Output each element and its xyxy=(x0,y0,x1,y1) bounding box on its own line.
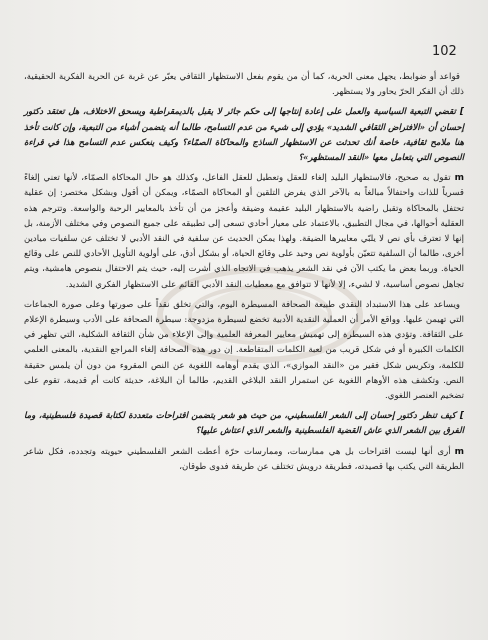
article-text xyxy=(24,70,464,480)
paragraph-4 xyxy=(24,298,464,404)
paragraph-1 xyxy=(24,70,464,100)
interview-question-1 xyxy=(24,105,464,166)
paragraph-text: ويساعد على هذا الاستبداد النقدي طبيعة الصحافة المسيطرة اليوم، والتي تخلق نقداً على صورتها وعلى صورة الجماعات التي تهيمن عليها. وواقع الأمر أن العملية النقدية الأدبية تخضع لسيطرة مزدوجة: سيطرة الصحافة على الأدب وسيطرة الإعلام على الثقافة. وتؤدي هذه السيطرة إلى تهميش معايير المعرفة العلمية وإلى الإعلاء من شأن الثقافة الشكلية، التي تظهر في الكلمات الكبيرة أو في شكل قريب من لعبة الكلمات المتقاطعة. إن دور هذه الصحافة إلغاء المراجع النقدية، بالمعنى العلمي للكلمة، وتكريس شكل فقير من «النقد الموازي»، الذي يقدم أوهامه اللغوية عن النص المقروء من دون أن يلمس حقيقة النص. وتكشف هذه الأوهام اللغوية عن استمرار النقد البلاغي القديم، طالما أن البلاغة، حديثة كانت أم قديمة، تقوم على تضخيم العنصر اللغوي. xyxy=(24,299,464,402)
interview-answer-1 xyxy=(24,171,464,293)
paragraph-text: قواعد أو ضوابط، يجهل معنى الحرية، كما أن من يقوم بفعل الاستظهار الثقافي يعبّر عن غربة عن الحرية الفكرية الحقيقية، ذلك أن الفكر الحرّ يحاور ولا يستظهر. xyxy=(24,72,464,98)
answer-marker: m xyxy=(454,173,464,184)
answer-marker: m xyxy=(454,446,464,457)
question-text: كيف تنظر دكتور إحسان إلى الشعر الفلسطيني، من حيث هو شعر يتضمن اقتراحات متعددة لكتابة قصيدة فلسطينية، وما الفرق بين الشعر الذي عاش القضية الفلسطينية والشعر الذي اعتاش عليها؟ xyxy=(24,411,464,437)
question-text: تقضي التبعية السياسية والعمل على إعادة إنتاجها إلى حكم جائر لا يقبل بالديمقراطية ويسحق الاختلاف، هل تعتقد دكتور إحسان أن «الافتراض الثقافي الشديد» يؤدي إلى شيء من عدم التسامح، طالما أنه يتضمن أشياء من التبعية، وإن كانت تأخذ هنا ملامح ثقافية، خاصة أنك تحدثت عن الاستظهار الساذج والمحاكاة الصمّاء؟ وكيف ينعكس عدم التسامح هذا في قراءة النصوص التي يتعامل معها «النقد المستظهر»؟ xyxy=(24,107,464,164)
interview-question-2 xyxy=(24,409,464,439)
interview-answer-2 xyxy=(24,445,464,475)
question-marker: ] xyxy=(459,411,464,422)
answer-text: تقول به صحيح، فالاستظهار البليد إلغاء للعقل وتعطيل للعقل الفاعل، وكذلك هو حال المحاكاة الصمّاء، لأنها تعني إلغاءً قسرياً للذات واحتفالاً مبالغاً به بالآخر الذي يفرض التلقين أو المحاكاة الصمّاء، ويمكن أن أقول وبشكل مختصر: إن عقلية تحتفل بالمحاكاة وتقبل راضية بالاستظهار البليد عقيمة وضيقة وأعجز من أن تأخذ بالمعايير الرحبة والواسعة. وتترجم هذه العقلية أحوالها، في مجال التطبيق، بالاعتماد على معيار أحادي تسعى إلى تطبيقه على جميع النصوص وفي مختلف الأزمنة، بل إنها لا تعترف بأي نص لا يلبّي معاييرها الضيقة. ولهذا يمكن الحديث عن سلفية في النقد الأدبي لا تختلف عن سلفيات ميادين أخرى، طالما أن السلفية تتعيّن بأولوية نص وحيد على وقائع الحياة، أو بشكل أدق، على أولوية التأويل الأحادي للنص على وقائع الحياة. وربما بعض ما يكتب الآن في نقد الشعر يذهب في الاتجاه الذي أشرت إليه، حيث يتم الاحتفال بنصوص هامشية، ويتم تجاهل نصوص أساسية، لا لشيء، إلا لأنها لا تتوافق مع معطيات النقد الأدبي القائم على الاستظهار الفكري الشديد. xyxy=(24,173,464,290)
page-number: 102 xyxy=(432,44,457,59)
answer-text: أرى أنها ليست اقتراحات بل هي ممارسات، وممارسات حرّة أعطت الشعر الفلسطيني حيويته وتجدده، فكل شاعر الطريقة التي يكتب بها قصيدته، فطريقة درويش تختلف عن طريقة فدوى طوقان، xyxy=(24,446,464,472)
question-marker: ] xyxy=(459,107,464,118)
